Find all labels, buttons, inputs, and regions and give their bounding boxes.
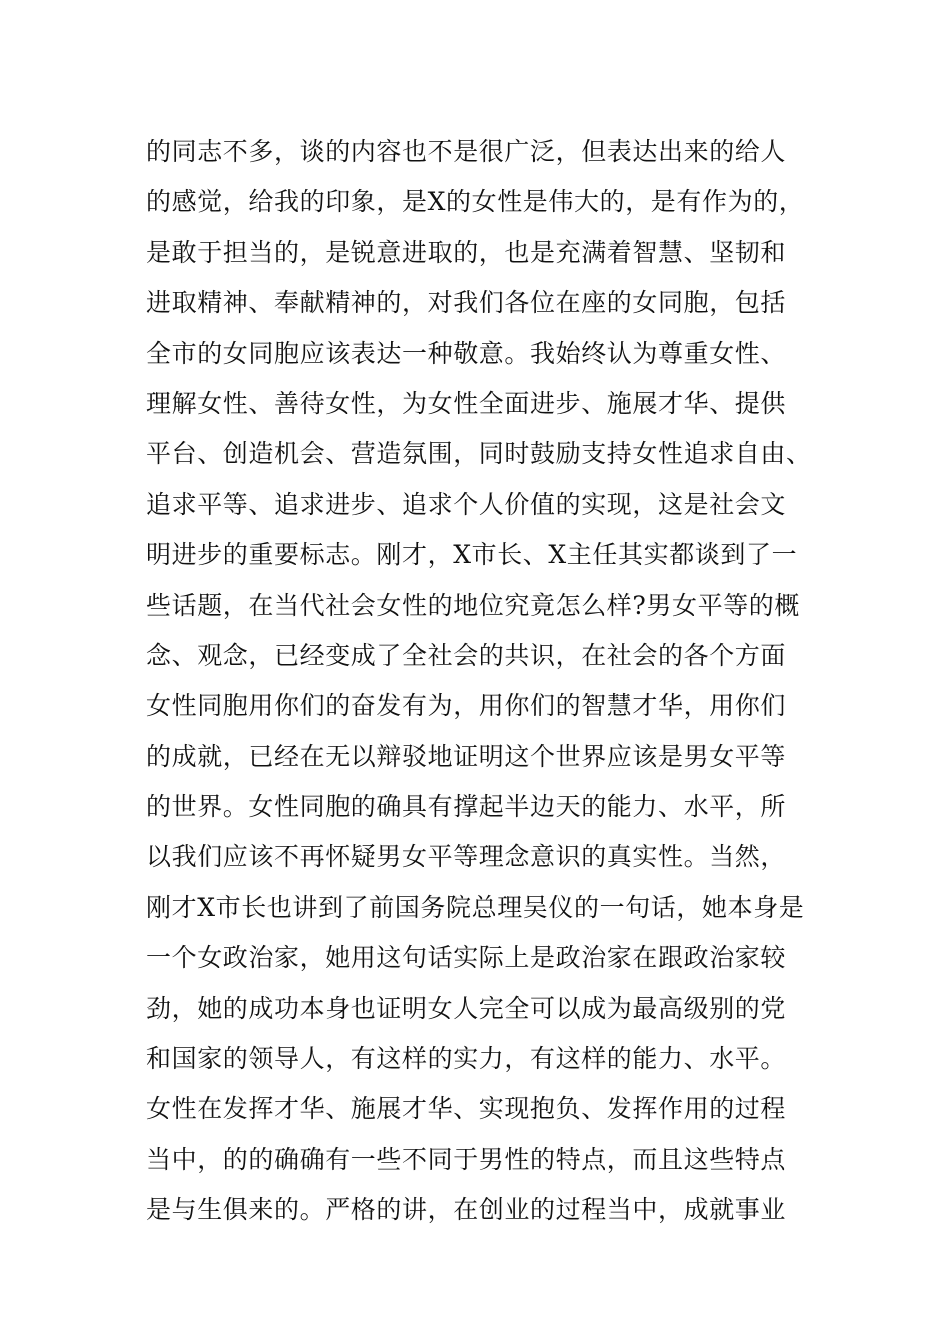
text-line-9: 明进步的重要标志。刚才，X市长、X主任其实都谈到了一: [146, 540, 798, 570]
text-line-6: 理解女性、善待女性，为女性全面进步、施展才华、提供: [146, 388, 787, 418]
text-line-3: 是敢于担当的，是锐意进取的，也是充满着智慧、坚韧和: [146, 237, 787, 267]
text-line-22: 是与生俱来的。严格的讲，在创业的过程当中，成就事业: [146, 1195, 787, 1225]
text-line-13: 的成就，已经在无以辩驳地证明这个世界应该是男女平等: [146, 741, 787, 771]
text-line-12: 女性同胞用你们的奋发有为，用你们的智慧才华，用你们: [146, 691, 787, 721]
text-line-15: 以我们应该不再怀疑男女平等理念意识的真实性。当然，: [146, 842, 787, 872]
text-line-21: 当中，的的确确有一些不同于男性的特点，而且这些特点: [146, 1144, 787, 1174]
text-line-20: 女性在发挥才华、施展才华、实现抱负、发挥作用的过程: [146, 1094, 787, 1124]
body-text: [146, 127, 826, 1236]
text-line-11: 念、观念，已经变成了全社会的共识，在社会的各个方面: [146, 640, 787, 670]
text-line-10: 些话题，在当代社会女性的地位究竟怎么样?男女平等的概: [146, 590, 801, 620]
text-line-19: 和国家的领导人，有这样的实力，有这样的能力、水平。: [146, 1044, 787, 1074]
text-line-1: 的同志不多，谈的内容也不是很广泛，但表达出来的给人: [146, 137, 787, 166]
text-line-7: 平台、创造机会、营造氛围，同时鼓励支持女性追求自由、: [146, 439, 812, 469]
text-line-5: 全市的女同胞应该表达一种敬意。我始终认为尊重女性、: [146, 338, 787, 368]
text-line-2: 的感觉，给我的印象，是X的女性是伟大的，是有作为的，: [146, 187, 805, 217]
text-line-16: 刚才X市长也讲到了前国务院总理吴仪的一句话，她本身是: [146, 892, 805, 922]
text-line-17: 一个女政治家，她用这句话实际上是政治家在跟政治家较: [146, 943, 787, 973]
text-line-14: 的世界。女性同胞的确具有撑起半边天的能力、水平，所: [146, 792, 787, 822]
text-line-4: 进取精神、奉献精神的，对我们各位在座的女同胞，包括: [146, 288, 787, 318]
text-line-8: 追求平等、追求进步、追求个人价值的实现，这是社会文: [146, 489, 787, 519]
text-line-18: 劲，她的成功本身也证明女人完全可以成为最高级别的党: [146, 993, 787, 1023]
